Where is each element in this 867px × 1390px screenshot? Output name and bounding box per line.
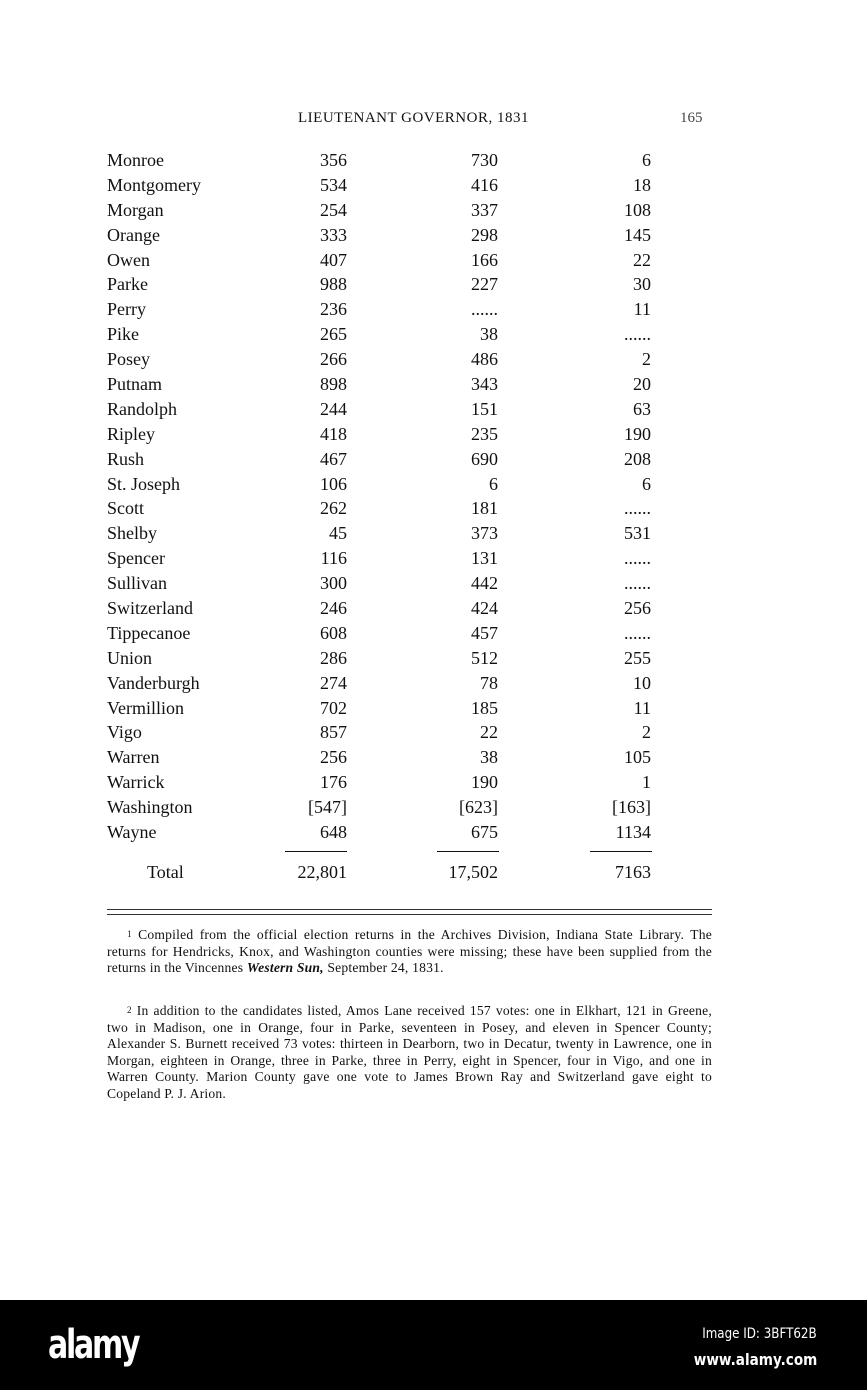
vote-count: 256: [320, 747, 347, 768]
vote-count: 235: [471, 423, 498, 444]
table-row: [107, 347, 667, 372]
vote-count: 131: [471, 548, 498, 569]
footnote-2: [107, 1003, 712, 1103]
returns-table: [107, 148, 667, 887]
vote-count: 356: [320, 150, 347, 170]
county-name: Sullivan: [107, 573, 168, 594]
vote-count: 181: [471, 498, 498, 519]
table-row: [107, 770, 667, 795]
total-c1: 22,801: [297, 861, 347, 882]
footnote-1: [107, 927, 712, 977]
county-name: Wayne: [107, 822, 157, 843]
vote-count: 108: [624, 199, 651, 220]
vote-count: 106: [320, 473, 347, 494]
table-row: [107, 646, 667, 671]
table-row: [107, 447, 667, 472]
vote-count: 702: [320, 697, 347, 718]
table-row: [107, 745, 667, 770]
vote-count: 244: [320, 398, 347, 419]
vote-count: 333: [320, 224, 347, 245]
vote-count: 6: [489, 473, 498, 494]
vote-count: 236: [320, 299, 347, 320]
vote-count: 457: [471, 622, 498, 643]
vote-count: 105: [624, 747, 651, 768]
vote-count: 286: [320, 647, 347, 668]
vote-count: 337: [471, 199, 498, 220]
vote-count: [547]: [308, 797, 347, 818]
county-name: Union: [107, 647, 152, 668]
vote-count: 988: [320, 274, 347, 295]
vote-count: 151: [471, 398, 498, 419]
vote-count: 208: [624, 448, 651, 469]
vote-count: 6: [642, 150, 651, 170]
table-row: [107, 546, 667, 571]
vote-count: ......: [624, 324, 651, 345]
table-row: [107, 472, 667, 497]
page-title: LIEUTENANT GOVERNOR, 1831: [298, 110, 529, 126]
footnote-2-mark: 2: [127, 1005, 132, 1015]
vote-count: 898: [320, 374, 347, 395]
vote-count: 2: [642, 722, 651, 743]
vote-count: 274: [320, 672, 347, 693]
vote-count: 176: [320, 772, 347, 793]
county-name: Spencer: [107, 548, 165, 569]
vote-count: [623]: [459, 797, 498, 818]
vote-count: 185: [471, 697, 498, 718]
vote-count: 38: [480, 747, 498, 768]
county-name: Orange: [107, 224, 160, 245]
vote-count: 2: [642, 349, 651, 370]
total-label: Total: [147, 861, 184, 882]
vote-count: 10: [633, 672, 651, 693]
vote-count: 227: [471, 274, 498, 295]
vote-count: ......: [624, 498, 651, 519]
vote-count: 1: [642, 772, 651, 793]
vote-count: 1134: [615, 822, 651, 843]
county-name: Owen: [107, 249, 150, 270]
vote-count: 512: [471, 647, 498, 668]
table-row: [107, 496, 667, 521]
table-row: [107, 397, 667, 422]
total-row: [107, 857, 667, 887]
county-name: Vermillion: [107, 697, 184, 718]
county-name: Vigo: [107, 722, 142, 743]
vote-count: 730: [471, 150, 498, 170]
table-row: [107, 571, 667, 596]
footnote-2-text: In addition to the candidates listed, Amos Lane received 157 votes: one in Elkhart, 121 in Greene, two in Madison, one in Orange, four in Parke, seventeen in Posey, and eleven in Spencer County; Alexander S. Burnett received 73 votes: thirteen in Dearborn, two in Decatur, twenty in Lawrence, one in Morgan, eighteen in Orange, three in Parke, three in Perry, eight in Spencer, four in Vigo, and one in Warren County. Marion County gave one vote to James Brown Ray and Switzerland gave eight to Copeland P. J. Arion.: [107, 1003, 712, 1101]
vote-count: 298: [471, 224, 498, 245]
vote-count: [163]: [612, 797, 651, 818]
footnote-1-mark: 1: [127, 929, 132, 939]
vote-count: ......: [624, 548, 651, 569]
vote-count: 190: [471, 772, 498, 793]
county-name: Rush: [107, 448, 145, 469]
county-name: Tippecanoe: [107, 622, 191, 643]
table-row: [107, 372, 667, 397]
county-name: Shelby: [107, 523, 158, 544]
table-row: [107, 198, 667, 223]
table-row: [107, 148, 667, 173]
alamy-logo: alamy: [48, 1322, 139, 1368]
vote-count: 266: [320, 349, 347, 370]
page-number: 165: [680, 110, 703, 126]
footnote-1-italic: Western Sun,: [246, 960, 324, 976]
vote-count: 18: [633, 174, 651, 195]
vote-count: 265: [320, 324, 347, 345]
table-row: [107, 521, 667, 546]
vote-count: 648: [320, 822, 347, 843]
vote-count: 690: [471, 448, 498, 469]
county-name: Posey: [107, 349, 151, 370]
table-row: [107, 248, 667, 273]
table-row: [107, 795, 667, 820]
vote-count: ......: [471, 299, 498, 320]
county-name: Morgan: [107, 199, 164, 220]
vote-count: 857: [320, 722, 347, 743]
table-row: [107, 621, 667, 646]
vote-count: 11: [633, 697, 651, 718]
table-row: [107, 272, 667, 297]
vote-count: 418: [320, 423, 347, 444]
vote-count: 373: [471, 523, 498, 544]
vote-count: 254: [320, 199, 347, 220]
vote-count: 424: [471, 598, 498, 619]
vote-count: 246: [320, 598, 347, 619]
county-name: Washington: [107, 797, 193, 818]
vote-count: 343: [471, 374, 498, 395]
table-row: [107, 696, 667, 721]
vote-count: 407: [320, 249, 347, 270]
county-name: Monroe: [107, 150, 164, 170]
county-name: Warren: [107, 747, 160, 768]
table-row: [107, 720, 667, 745]
vote-count: 300: [320, 573, 347, 594]
vote-count: ......: [624, 622, 651, 643]
vote-count: 486: [471, 349, 498, 370]
county-name: St. Joseph: [107, 473, 181, 494]
vote-count: 255: [624, 647, 651, 668]
county-name: Perry: [107, 299, 146, 320]
watermark-url: www.alamy.com: [693, 1350, 817, 1369]
table-row: [107, 820, 667, 845]
vote-count: 22: [480, 722, 498, 743]
vote-count: 116: [320, 548, 347, 569]
footnote-1-text: Compiled from the official election returns in the Archives Division, Indiana State Library. The returns for Hendricks, Knox, and Washington counties were missing; these have been supplied from the returns in the Vincennes: [107, 927, 712, 976]
county-name: Warrick: [107, 772, 165, 793]
vote-count: 262: [320, 498, 347, 519]
table-row: [107, 322, 667, 347]
table-row: [107, 173, 667, 198]
vote-count: 608: [320, 622, 347, 643]
county-name: Switzerland: [107, 598, 193, 619]
vote-count: 22: [633, 249, 651, 270]
vote-count: 416: [471, 174, 498, 195]
total-rules: [107, 845, 667, 857]
county-name: Putnam: [107, 374, 163, 395]
watermark-bar: [0, 1300, 867, 1390]
vote-count: 675: [471, 822, 498, 843]
county-name: Pike: [107, 324, 140, 345]
vote-count: 442: [471, 573, 498, 594]
county-name: Ripley: [107, 423, 155, 444]
image-id: Image ID: 3BFT62B: [702, 1326, 817, 1342]
vote-count: 63: [633, 398, 651, 419]
vote-count: 256: [624, 598, 651, 619]
vote-count: 145: [624, 224, 651, 245]
vote-count: 11: [633, 299, 651, 320]
table-row: [107, 297, 667, 322]
vote-count: 166: [471, 249, 498, 270]
vote-count: 78: [480, 672, 498, 693]
county-name: Montgomery: [107, 174, 201, 195]
county-name: Scott: [107, 498, 145, 519]
table-row: [107, 671, 667, 696]
vote-count: 531: [624, 523, 651, 544]
vote-count: 534: [320, 174, 347, 195]
footnote-1-text-end: September 24, 1831.: [323, 960, 444, 976]
vote-count: 45: [329, 523, 347, 544]
footnote-divider: [107, 909, 712, 915]
vote-count: 38: [480, 324, 498, 345]
vote-count: ......: [624, 573, 651, 594]
vote-count: 6: [642, 473, 651, 494]
table-row: [107, 596, 667, 621]
vote-count: 20: [633, 374, 651, 395]
table-row: [107, 223, 667, 248]
total-c2: 17,502: [448, 861, 498, 882]
county-name: Parke: [107, 274, 148, 295]
vote-count: 30: [633, 274, 651, 295]
vote-count: 467: [320, 448, 347, 469]
county-name: Randolph: [107, 398, 177, 419]
vote-count: 190: [624, 423, 651, 444]
county-name: Vanderburgh: [107, 672, 200, 693]
total-c3: 7163: [615, 861, 651, 882]
table-row: [107, 422, 667, 447]
